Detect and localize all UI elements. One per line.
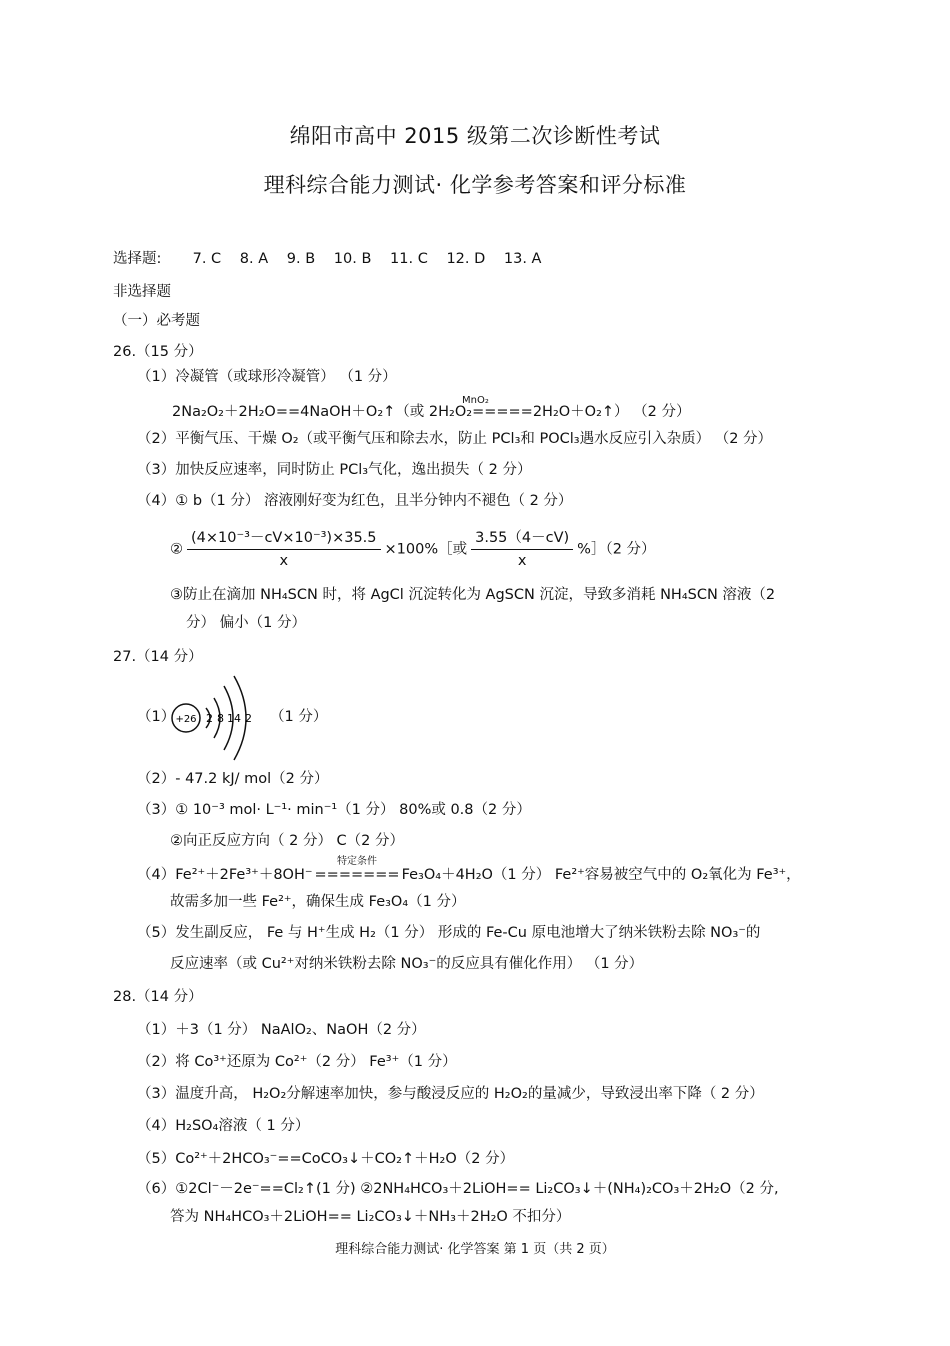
q27-part2: （2）- 47.2 kJ/ mol（2 分）: [137, 771, 329, 787]
mc-answer: 9. B: [286, 251, 316, 267]
q27-eq-right: Fe₃O₄＋4H₂O（1 分） Fe²⁺容易被空气中的 O₂氧化为 Fe³⁺，: [401, 867, 801, 883]
q28-heading: 28.（14 分）: [113, 989, 203, 1005]
q28-part3: （3）温度升高， H₂O₂分解速率加快，参与酸浸反应的 H₂O₂的量减少，导致浸出率下降（ 2 分）: [137, 1086, 764, 1102]
q26-part4-3a: ③防止在滴加 NH₄SCN 时，将 AgCl 沉淀转化为 AgSCN 沉淀，导致多消耗 NH₄SCN 溶液（2: [170, 587, 776, 603]
q27-part3a: （3）① 10⁻³ mol· L⁻¹· min⁻¹（1 分） 80%或 0.8（2 分）: [137, 802, 531, 818]
non-mc-label: 非选择题: [113, 284, 171, 300]
q27-part1-score: （1 分）: [270, 709, 328, 725]
q26-part1: （1）冷凝管（或球形冷凝管） （1 分）: [137, 369, 397, 385]
q26-part4-3b: 分） 偏小（1 分）: [186, 615, 306, 631]
q27-part4b: 故需多加一些 Fe²⁺，确保生成 Fe₃O₄（1 分）: [170, 894, 466, 910]
q28-part2: （2）将 Co³⁺还原为 Co²⁺（2 分） Fe³⁺（1 分）: [137, 1054, 457, 1070]
q26-part2: （2）平衡气压、干燥 O₂（或平衡气压和除去水，防止 PCl₃和 POCl₃遇水反应引入杂质） （2 分）: [137, 431, 773, 447]
fraction-2: [471, 528, 573, 571]
q28-part5: （5）Co²⁺＋2HCO₃⁻==CoCO₃↓＋CO₂↑＋H₂O（2 分）: [137, 1151, 515, 1167]
shell-2-count: 8: [217, 712, 224, 725]
q26-formula-mid: ×100%［或: [384, 541, 468, 558]
condition-arrow: =======: [314, 867, 400, 883]
q28-part6a: （6）①2Cl⁻－2e⁻==Cl₂↑(1 分) ②2NH₄HCO₃＋2LiOH== Li₂CO₃↓＋(NH₄)₂CO₃＋2H₂O（2 分,: [137, 1181, 779, 1197]
mc-answer: 10. B: [333, 251, 372, 267]
page-footer: 理科综合能力测试· 化学答案 第 1 页（共 2 页）: [335, 1242, 615, 1257]
q26-formula-suffix: %］（2 分）: [577, 541, 656, 558]
fraction-1-numerator: (4×10⁻³－cV×10⁻³)×35.5: [187, 528, 381, 550]
atom-structure-diagram: [168, 672, 268, 762]
shell-1-count: 2: [206, 712, 213, 725]
nucleus-charge: +26: [175, 714, 197, 725]
q26-part3: （3）加快反应速率，同时防止 PCl₃气化，逸出损失（ 2 分）: [137, 462, 532, 478]
multiple-choice-row: [113, 250, 541, 268]
q27-part5b: 反应速率（或 Cu²⁺对纳米铁粉去除 NO₃⁻的反应具有催化作用） （1 分）: [170, 956, 644, 972]
q27-eq-left: （4）Fe²⁺＋2Fe³⁺＋8OH⁻: [137, 867, 313, 883]
condition-label: 特定条件: [337, 856, 378, 867]
q26-catalyst-label: MnO₂: [462, 395, 489, 406]
q26-heading: 26.（15 分）: [113, 344, 203, 360]
reaction-condition: [314, 856, 400, 884]
q26-formula-prefix: ②: [170, 541, 183, 558]
exam-title: 绵阳市高中 2015 级第二次诊断性考试: [289, 124, 661, 148]
q27-heading: 27.（14 分）: [113, 649, 203, 665]
mc-label: 选择题:: [113, 251, 162, 267]
q26-part4: （4）① b（1 分） 溶液刚好变为红色，且半分钟内不褪色（ 2 分）: [137, 493, 573, 509]
exam-subtitle: 理科综合能力测试· 化学参考答案和评分标准: [263, 173, 687, 197]
shell-3-count: 14: [227, 712, 241, 725]
fraction-1: [187, 528, 381, 571]
q27-part4a: [137, 856, 801, 884]
q28-part4: （4）H₂SO₄溶液（ 1 分）: [137, 1118, 310, 1134]
shell-4-count: 2: [245, 712, 252, 725]
mc-answer: 7. C: [192, 251, 222, 267]
fraction-2-numerator: 3.55（4－cV): [471, 528, 573, 550]
q27-part1-label: （1）: [137, 709, 176, 725]
q27-part5a: （5）发生副反应， Fe 与 H⁺生成 H₂（1 分） 形成的 Fe-Cu 原电池增大了纳米铁粉去除 NO₃⁻的: [137, 925, 761, 941]
mc-answer: 12. D: [446, 251, 486, 267]
mc-answer: 13. A: [503, 251, 542, 267]
mc-answer: 11. C: [390, 251, 428, 267]
q28-part1: （1）＋3（1 分） NaAlO₂、NaOH（2 分）: [137, 1022, 426, 1038]
required-section-label: （一）必考题: [113, 313, 200, 329]
q27-part3b: ②向正反应方向（ 2 分） C（2 分）: [170, 833, 405, 849]
mc-answer: 8. A: [239, 251, 269, 267]
q26-formula: [170, 528, 656, 571]
q26-equation: 2Na₂O₂＋2H₂O==4NaOH＋O₂↑（或 2H₂O₂=====2H₂O＋O₂↑） （2 分）: [172, 404, 691, 420]
fraction-1-denominator: x: [279, 553, 289, 569]
q28-part6b: 答为 NH₄HCO₃＋2LiOH== Li₂CO₃↓＋NH₃＋2H₂O 不扣分）: [170, 1209, 571, 1225]
fraction-2-denominator: x: [517, 553, 527, 569]
